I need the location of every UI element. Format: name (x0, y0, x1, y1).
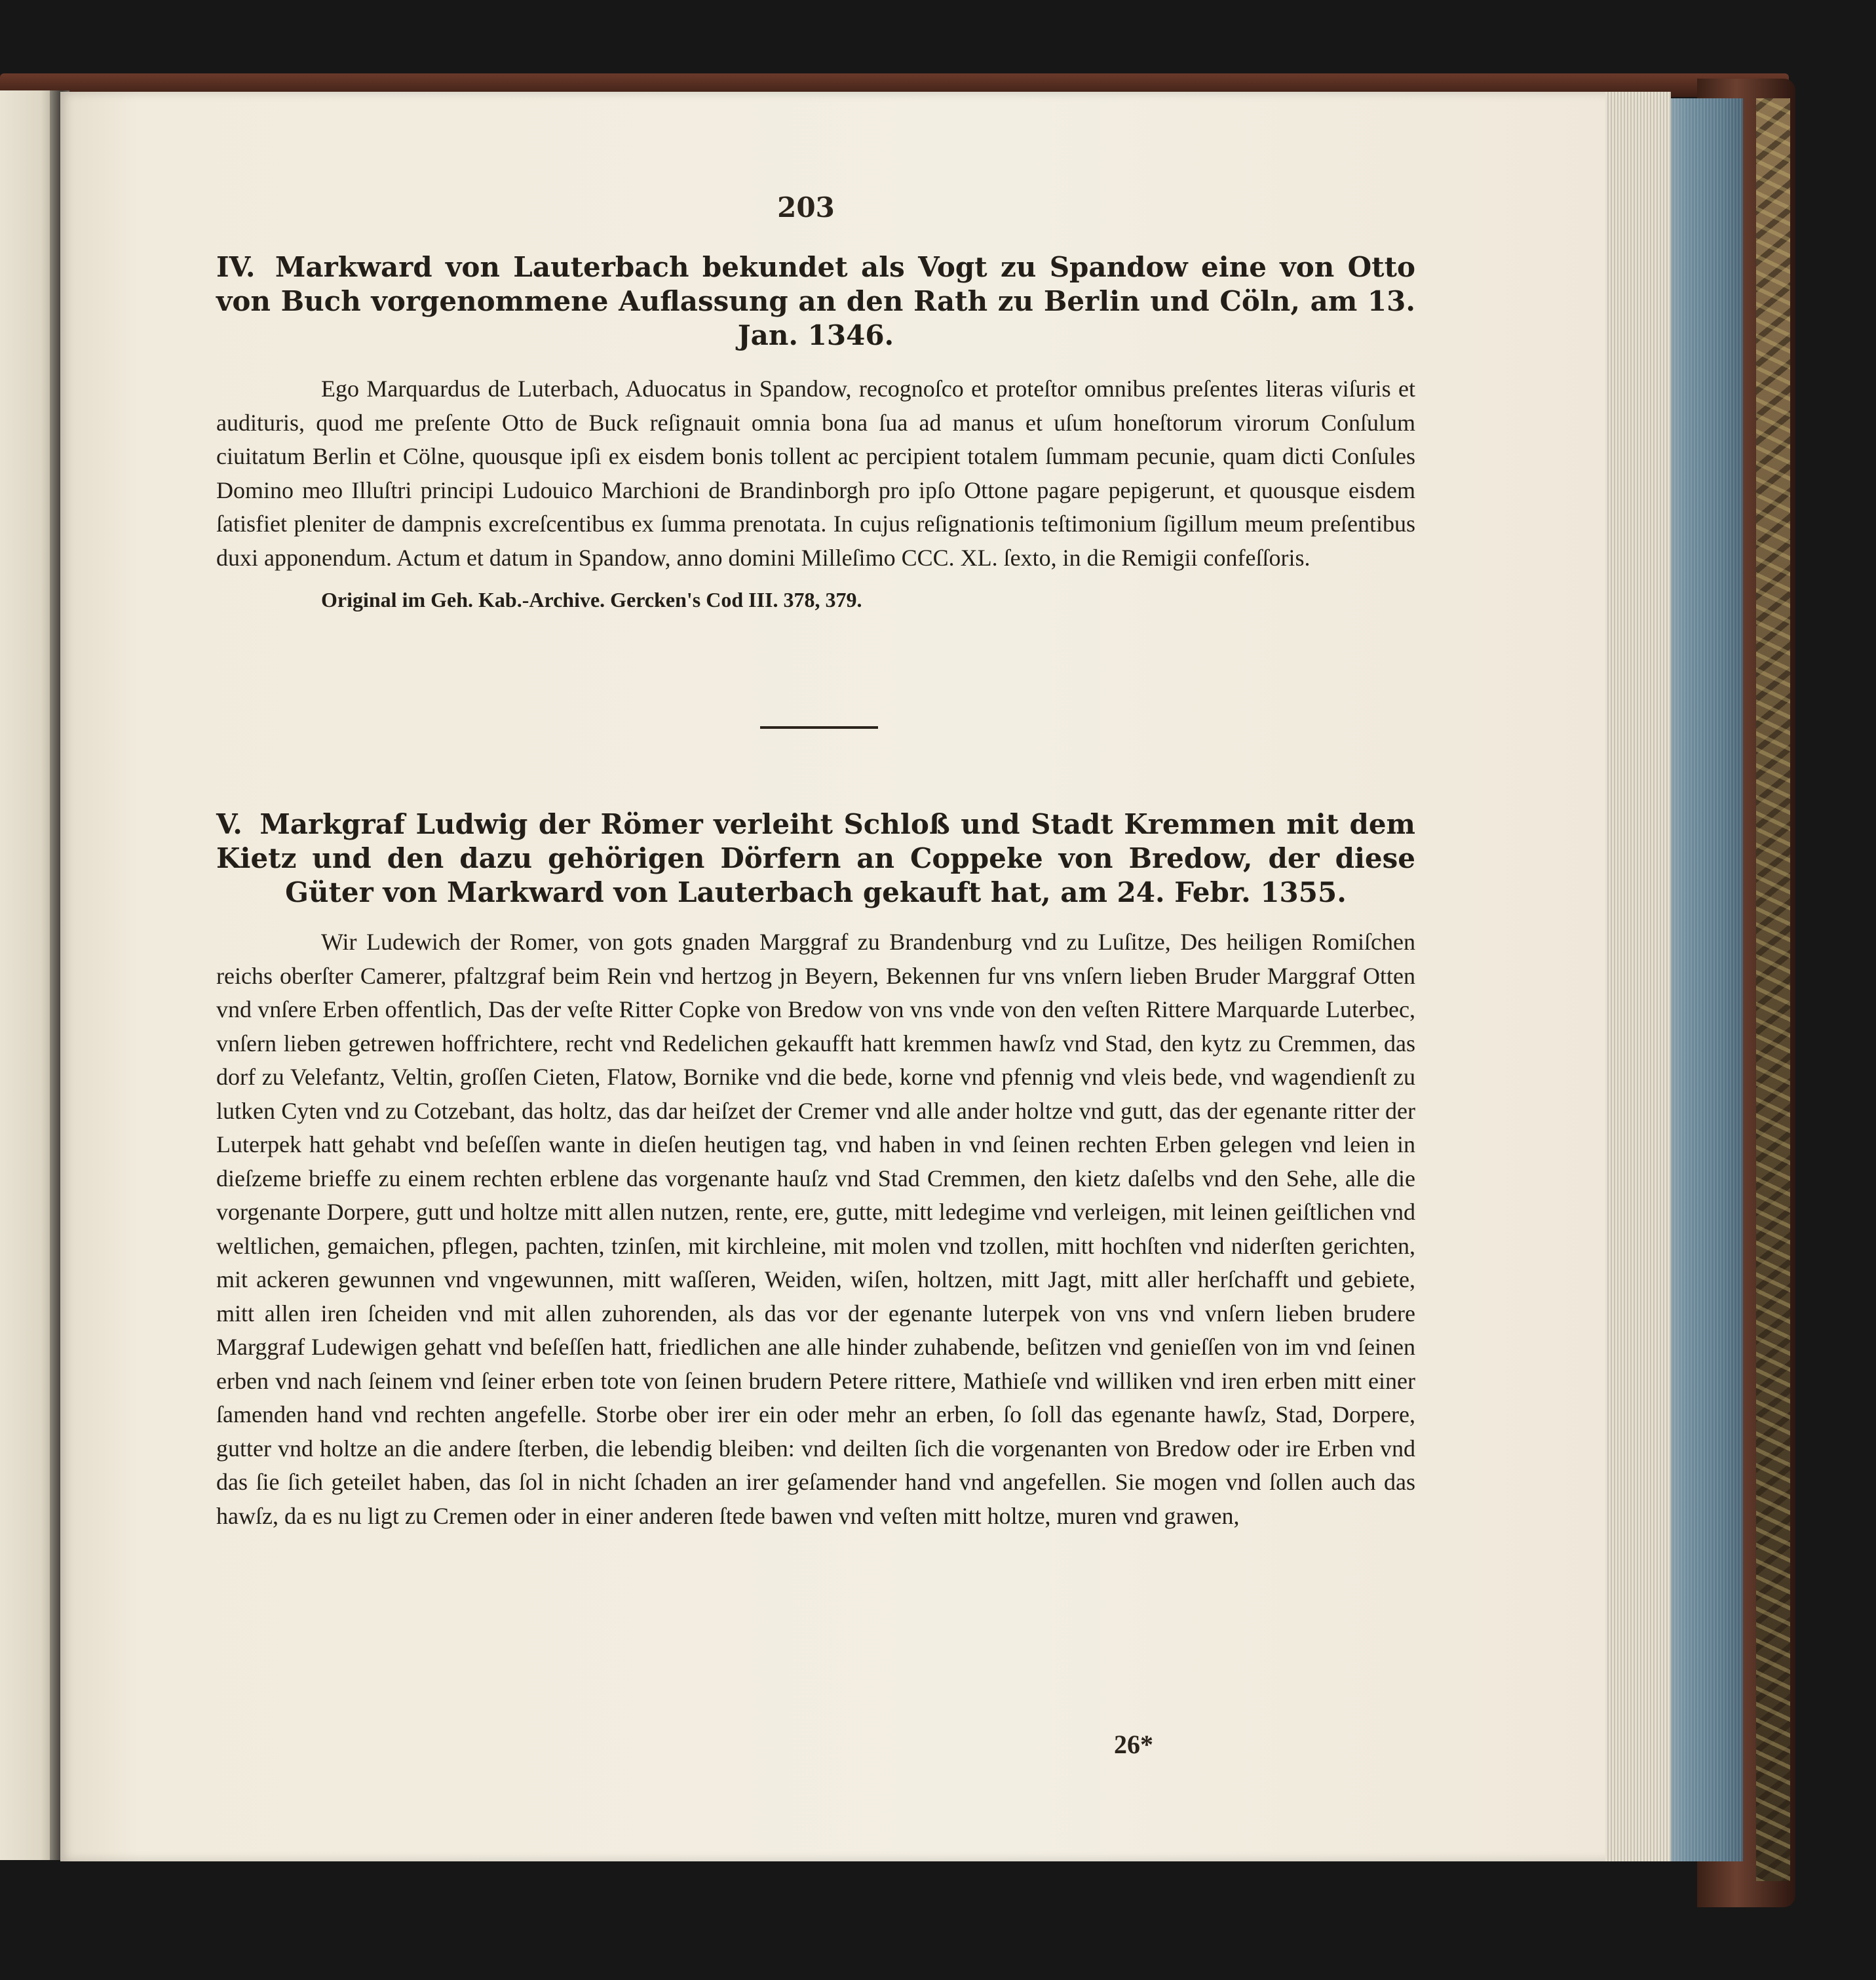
section-iv-heading (216, 250, 1415, 353)
section-iv-source: Original im Geh. Kab.-Archive. Gercken's Cod III. 378, 379. (321, 588, 862, 611)
section-v-heading (216, 807, 1415, 910)
section-divider (760, 726, 878, 729)
section-v (216, 807, 1415, 1533)
section-v-numeral: V. (216, 808, 242, 840)
section-iv (216, 250, 1415, 612)
page-block-edges (1664, 98, 1743, 1861)
section-iv-numeral: IV. (216, 251, 256, 283)
section-iv-title: Markward von Lauterbach bekundet als Vogt zu Spandow eine von Otto von Buch vorgenommene Auflassung an den Rath zu Berlin und Cöln, am 13. Jan. 1346. (216, 251, 1415, 351)
marbled-endpaper (1756, 98, 1790, 1881)
section-v-title: Markgraf Ludwig der Römer verleiht Schloß und Stadt Kremmen mit dem Kietz und den dazu gehörigen Dörfern an Coppeke von Bredow, der diese Güter von Markward von Lauterbach gekauft hat, am 24. Febr. 1355. (216, 808, 1415, 908)
section-iv-paragraph: Ego Marquardus de Luterbach, Aduocatus in Spandow, recognoſco et proteſtor omnibus preſentes literas viſuris et audituris, quod me preſente Otto de Buck reſignauit omnia bona ſua ad manus et uſum honeſtorum virorum Conſulum ciuitatum Berlin et Cölne, quousque ipſi ex eisdem bonis tollent ac percipient totalem ſummam pecunie, quam dicti Conſules Domino meo Illuſtri principi Ludouico Marchioni de Brandinborgh pro ipſo Ottone pagare pepigerunt, et quousque eisdem ſatisfiet pleniter de dampnis excreſcentibus ex ſumma prenotata. In cujus reſignationis teſtimonium ſigillum meum preſentibus duxi apponendum. Actum et datum in Spandow, anno domini Milleſimo CCC. XL. ſexto, in die Remigii confeſſoris. (216, 376, 1415, 571)
section-v-body (216, 925, 1415, 1533)
signature-mark: 26* (1114, 1730, 1153, 1759)
section-v-paragraph: Wir Ludewich der Romer, von gots gnaden Marggraf zu Brandenburg vnd zu Luſitze, Des heiligen Romiſchen reichs oberſter Camerer, pfaltzgraf beim Rein vnd hertzog jn Beyern, Bekennen fur vns vnſern lieben Bruder Marggraf Otten vnd vnſere Erben offentlich, Das der veſte Ritter Copke von Bredow von vns vnde von den veſten Rittere Marquarde Luterbec, vnſern lieben getrewen hoffrichtere, recht vnd Redelichen gekaufft hatt kremmen hawſz vnd Stad, den kytz zu Cremmen, das dorf zu Velefantz, Veltin, groſſen Cieten, Flatow, Bornike vnd die bede, korne vnd pfennig vnd vleis bede, vnd wagendienſt zu lutken Cyten vnd zu Cotzebant, das holtz, das dar heiſzet der Cremer vnd alle ander holtze vnd gutt, das der egenante ritter der Luterpek hatt gehabt vnd beſeſſen wante in dieſen heutigen tag, vnd haben in vnd ſeinen rechten Erben gelegen vnd leien in dieſzeme brieffe zu einem rechten erblene das vorgenante hauſz vnd Stad Cremmen, den kietz daſelbs vnd den Sehe, alle die vorgenante Dorpere, gutt und holtze mitt allen nutzen, rente, ere, gutte, mitt ledegime vnd verleigen, mit leinen geiſtlichen vnd weltlichen, gemaichen, pflegen, pachten, tzinſen, mit kirchleine, mit molen vnd tzollen, mitt hochſten vnd niderſten gerichten, mit ackeren gewunnen vnd vngewunnen, mitt waſſeren, Weiden, wiſen, holtzen, mitt Jagt, mitt aller herſchafft und gebiete, mitt allen iren ſcheiden vnd mit allen zuhorenden, als das vor der egenante luterpek von vns vnd vnſern lieben brudere Marggraf Ludewigen gehatt vnd beſeſſen hatt, friedlichen ane alle hinder zuhabende, beſitzen vnd genieſſen von im vnd ſeinen erben vnd nach ſeinem vnd ſeiner erben tote von ſeinen brudern Petere rittere, Mathieſe vnd williken vnd iren erben mitt einer ſamenden hand vnd rechten angefelle. Storbe ober irer ein oder mehr an erben, ſo ſoll das egenante hawſz, Stad, Dorpere, gutter vnd holtze an die andere ſterben, die lebendig bleiben: vnd deilten ſich die vorgenanten von Bredow oder ire Erben vnd das ſie ſich geteilet haben, das ſol in nicht ſchaden an irer geſamender hand vnd angefellen. Sie mogen vnd ſollen auch das hawſz, da es nu ligt zu Cremen oder in einer anderen ſtede bawen vnd veſten mitt holtze, muren vnd grawen, (216, 929, 1415, 1529)
page-fore-edge (1605, 92, 1671, 1861)
page-number: 203 (777, 191, 835, 223)
section-iv-body (216, 372, 1415, 575)
